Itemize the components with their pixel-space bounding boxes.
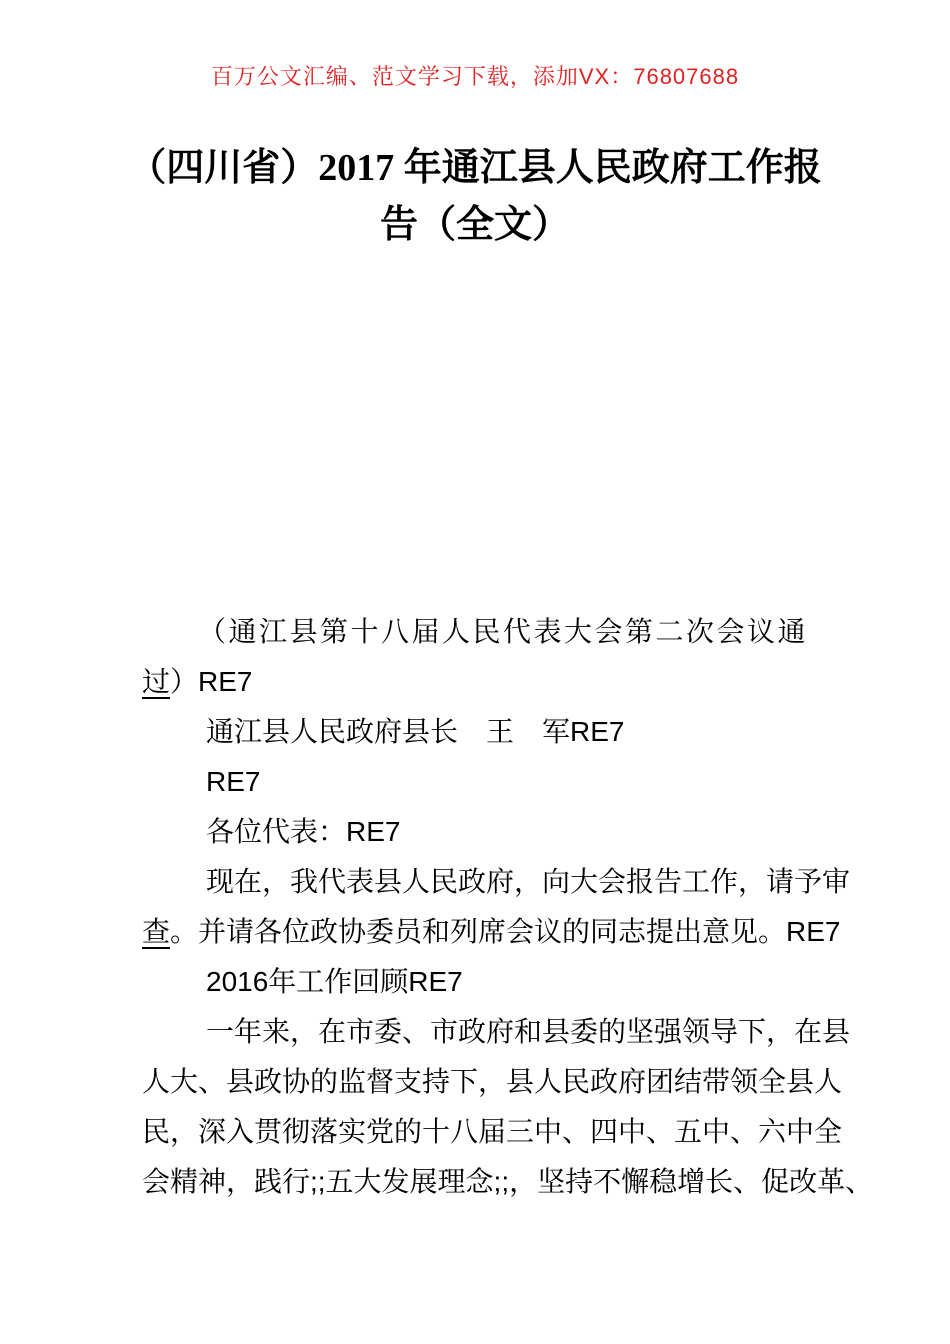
text-line: RE7 <box>206 766 261 797</box>
text-line: （通江县第十八届人民代表大会第二次会议通 <box>198 616 809 647</box>
page-title <box>0 140 950 254</box>
document-body <box>142 607 874 1207</box>
underlined-character: 过 <box>142 666 171 697</box>
text-line: 会精神，践行;;五大发展理念;;，坚持不懈稳增长、促改革、 <box>142 1166 874 1197</box>
promo-banner: 百万公文汇编、范文学习下载，添加VX：76807688 <box>210 64 740 89</box>
text-line: 通江县人民政府县长 王 军RE7 <box>206 716 625 747</box>
title-line-2: 告（全文） <box>379 204 570 246</box>
text-line: 过）RE7 <box>142 666 253 697</box>
text-line: 2016年工作回顾RE7 <box>206 966 463 997</box>
text-line: 民，深入贯彻落实党的十八届三中、四中、五中、六中全 <box>142 1116 843 1147</box>
text-line: 现在，我代表县人民政府，向大会报告工作，请予审 <box>206 866 851 897</box>
text-line: 一年来，在市委、市政府和县委的坚强领导下，在县 <box>206 1016 851 1047</box>
text-line: 查。并请各位政协委员和列席会议的同志提出意见。RE7 <box>142 916 841 947</box>
title-line-1: （四川省）2017 年通江县人民政府工作报 <box>128 147 822 189</box>
text-line: 各位代表：RE7 <box>206 816 401 847</box>
underlined-character: 查 <box>142 916 171 947</box>
text-line: 人大、县政协的监督支持下，县人民政府团结带领全县人 <box>142 1066 843 1097</box>
